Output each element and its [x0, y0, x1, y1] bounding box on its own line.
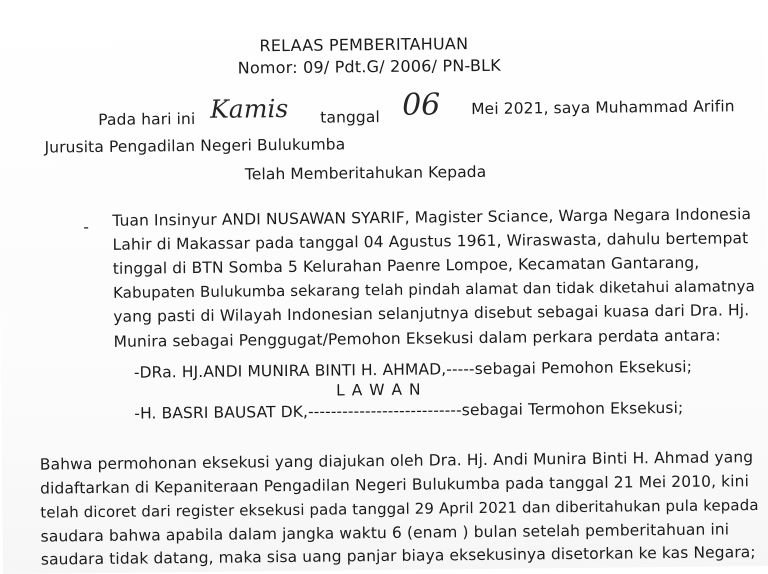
recipient-line: tinggal di BTN Somba 5 Kelurahan Paenre Lompoe, Kecamatan Gantarang, — [112, 253, 700, 278]
recipient-line: Munira sebagai Penggugat/Pemohon Eksekusi dalam perkara perdata antara: — [113, 326, 721, 351]
versus-label: L A W A N — [336, 380, 422, 400]
recipient-line: Lahir di Makassar pada tanggal 04 Agustus 1961, Wiraswasta, dahulu bertempat — [112, 229, 749, 254]
recipient-bullet: - — [83, 218, 90, 237]
document-title: RELAAS PEMBERITAHUAN — [259, 34, 469, 56]
opening-line-2: Jurusita Pengadilan Negeri Bulukumba — [44, 135, 346, 157]
body-line: saudara bahwa apabila dalam jangka waktu 6 (enam ) bulan setelah pemberitahuan ini — [40, 520, 730, 546]
body-line: saudara tidak datang, maka sisa uang panjar biaya eksekusinya disetorkan ke kas Negara; — [40, 543, 756, 569]
notice-heading: Telah Memberitahukan Kepada — [244, 162, 487, 184]
handwritten-day: Kamis — [209, 93, 289, 124]
opening-tanggal: tanggal — [320, 108, 380, 127]
body-line: didaftarkan di Kepaniteraan Pengadilan Negeri Bulukumba pada tanggal 21 Mei 2010, kini — [40, 472, 750, 498]
opening-prefix: Pada hari ini — [98, 109, 196, 129]
body-line: Bahwa permohonan eksekusi yang diajukan oleh Dra. Hj. Andi Munira Binti H. Ahmad yang — [39, 448, 754, 474]
document-number: Nomor: 09/ Pdt.G/ 2006/ PN-BLK — [237, 55, 501, 78]
party-defendant: -H. BASRI BAUSAT DK,---------------------------sebagai Termohon Eksekusi; — [134, 398, 684, 423]
handwritten-date: 06 — [401, 87, 441, 123]
recipient-line: yang pasti di Wilayah Indonesian selanjutnya disebut sebagai kuasa dari Dra. Hj. — [113, 301, 750, 326]
recipient-line: Kabupaten Bulukumba sekarang telah pindah alamat dan tidak diketahui alamatnya — [112, 277, 755, 302]
opening-suffix: Mei 2021, saya Muhammad Arifin — [471, 97, 735, 119]
body-line: telah dicoret dari register eksekusi pada tanggal 29 April 2021 dan diberitahukan pula kepada — [40, 496, 759, 522]
party-plaintiff: -DRa. HJ.ANDI MUNIRA BINTI H. AHMAD,-----sebagai Pemohon Eksekusi; — [133, 357, 693, 382]
recipient-line: Tuan Insinyur ANDI NUSAWAN SYARIF, Magister Sciance, Warga Negara Indonesia — [112, 205, 752, 230]
